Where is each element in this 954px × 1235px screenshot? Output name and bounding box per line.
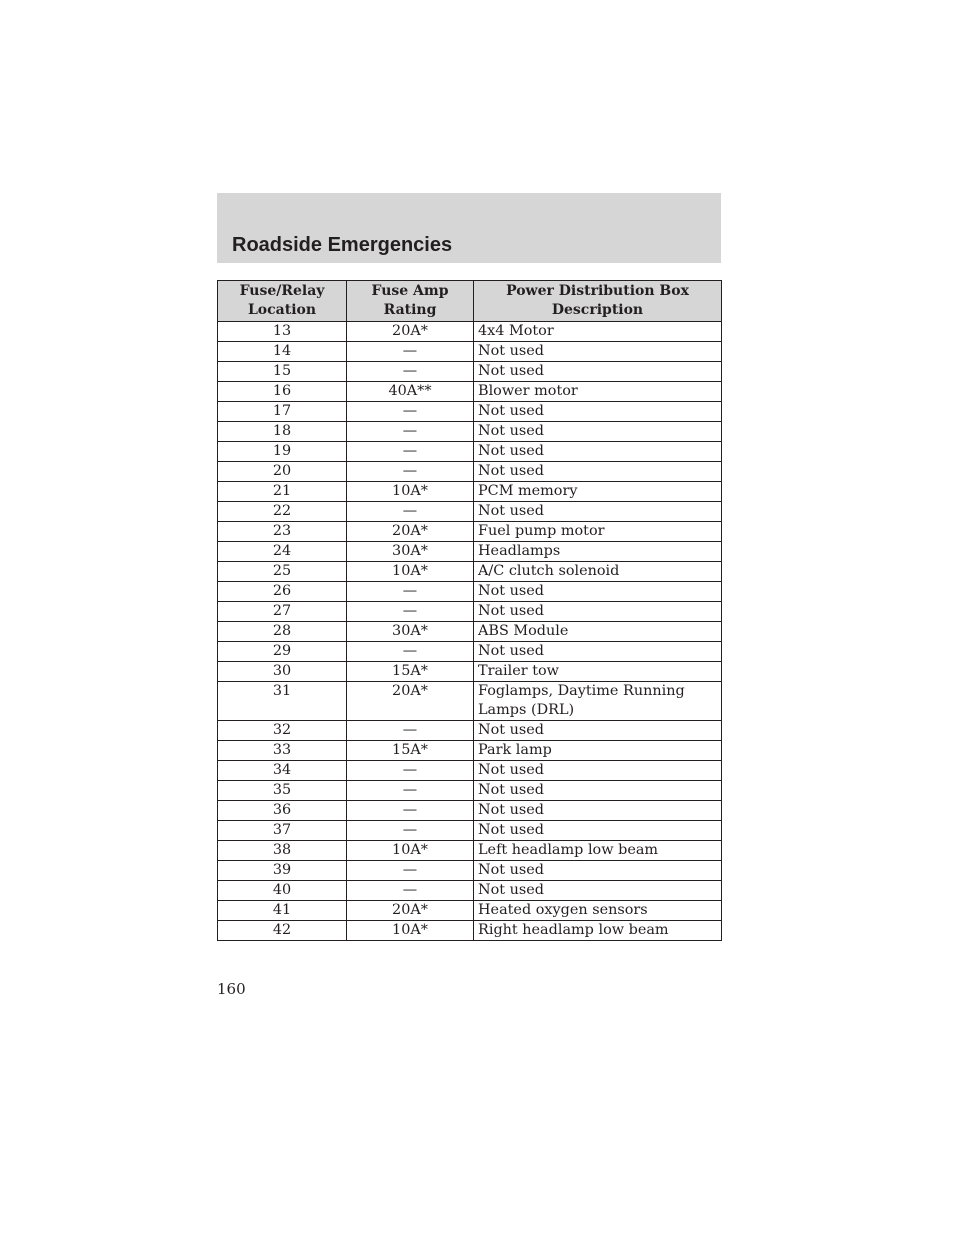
fuse-rating-cell: — [347,462,474,482]
fuse-description-cell: Blower motor [474,382,722,402]
fuse-rating-cell: 30A* [347,622,474,642]
table-row [218,761,722,781]
fuse-rating-cell: — [347,642,474,662]
fuse-description-cell: Not used [474,761,722,781]
fuse-description-cell: Left headlamp low beam [474,841,722,861]
section-header [217,193,721,263]
table-header-row [218,281,722,322]
fuse-description-cell: 4x4 Motor [474,322,722,342]
fuse-location-cell: 21 [218,482,347,502]
header-rating [347,281,474,322]
fuse-rating-cell: — [347,342,474,362]
fuse-location-cell: 16 [218,382,347,402]
fuse-description-cell: Not used [474,801,722,821]
table-row [218,342,722,362]
fuse-rating-cell: 15A* [347,662,474,682]
table-body [218,322,722,941]
fuse-location-cell: 13 [218,322,347,342]
table-row [218,781,722,801]
fuse-description-cell: A/C clutch solenoid [474,562,722,582]
fuse-description-cell: Not used [474,861,722,881]
fuse-description-cell: Heated oxygen sensors [474,901,722,921]
header-rating-line2: Rating [383,302,437,318]
fuse-location-cell: 18 [218,422,347,442]
fuse-rating-cell: — [347,761,474,781]
table-row [218,622,722,642]
page-number: 160 [217,980,246,998]
table-row [218,402,722,422]
fuse-description-cell: Not used [474,582,722,602]
fuse-rating-cell: 20A* [347,901,474,921]
table-row [218,602,722,622]
fuse-rating-cell: — [347,502,474,522]
header-location-line1: Fuse/Relay [239,283,325,299]
fuse-location-cell: 26 [218,582,347,602]
fuse-description-cell: Not used [474,881,722,901]
fuse-rating-cell: — [347,881,474,901]
fuse-rating-cell: 20A* [347,522,474,542]
fuse-location-cell: 42 [218,921,347,941]
fuse-description-cell: Not used [474,442,722,462]
fuse-location-cell: 37 [218,821,347,841]
fuse-rating-cell: 10A* [347,562,474,582]
fuse-rating-cell: — [347,821,474,841]
fuse-description-line: Foglamps, Daytime Running [478,683,685,699]
table-row [218,362,722,382]
fuse-description-cell: PCM memory [474,482,722,502]
table-row [218,382,722,402]
fuse-rating-cell: — [347,442,474,462]
table-row [218,422,722,442]
fuse-location-cell: 29 [218,642,347,662]
header-description [474,281,722,322]
header-rating-line1: Fuse Amp [371,283,449,299]
fuse-location-cell: 24 [218,542,347,562]
fuse-description-cell: Right headlamp low beam [474,921,722,941]
fuse-location-cell: 17 [218,402,347,422]
fuse-rating-cell: — [347,582,474,602]
table-row [218,442,722,462]
table-row [218,821,722,841]
table-row [218,562,722,582]
table-row [218,662,722,682]
table-row [218,542,722,562]
header-description-line2: Description [551,302,644,318]
fuse-location-cell: 20 [218,462,347,482]
fuse-location-cell: 25 [218,562,347,582]
fuse-location-cell: 19 [218,442,347,462]
fuse-description-cell: Not used [474,502,722,522]
fuse-description-line: Lamps (DRL) [478,702,575,718]
fuse-rating-cell: 30A* [347,542,474,562]
fuse-description-cell: Not used [474,602,722,622]
header-location-line2: Location [247,302,317,318]
fuse-location-cell: 22 [218,502,347,522]
fuse-description-cell: Not used [474,781,722,801]
fuse-rating-cell: — [347,721,474,741]
fuse-description-cell: ABS Module [474,622,722,642]
fuse-table [217,280,722,941]
fuse-description-cell: Fuel pump motor [474,522,722,542]
header-location [218,281,347,322]
table-row [218,582,722,602]
fuse-location-cell: 14 [218,342,347,362]
fuse-location-cell: 38 [218,841,347,861]
fuse-location-cell: 39 [218,861,347,881]
fuse-location-cell: 34 [218,761,347,781]
section-title: Roadside Emergencies [232,234,453,256]
fuse-rating-cell: — [347,402,474,422]
fuse-rating-cell: — [347,362,474,382]
fuse-location-cell: 23 [218,522,347,542]
fuse-description-cell: Not used [474,721,722,741]
fuse-rating-cell: 10A* [347,921,474,941]
fuse-rating-cell: — [347,801,474,821]
table-row [218,642,722,662]
table-row [218,841,722,861]
fuse-rating-cell: — [347,422,474,442]
table-row [218,322,722,342]
fuse-description-cell: Not used [474,642,722,662]
table-row [218,462,722,482]
fuse-location-cell: 35 [218,781,347,801]
table-row [218,921,722,941]
fuse-description-cell: Trailer tow [474,662,722,682]
fuse-location-cell: 33 [218,741,347,761]
fuse-location-cell: 41 [218,901,347,921]
table-row [218,801,722,821]
fuse-description-cell: Not used [474,462,722,482]
fuse-description-cell: Headlamps [474,542,722,562]
table-row [218,502,722,522]
fuse-description-cell: Park lamp [474,741,722,761]
fuse-location-cell: 31 [218,682,347,721]
table-row [218,482,722,502]
fuse-rating-cell: — [347,781,474,801]
fuse-rating-cell: 20A* [347,682,474,721]
fuse-location-cell: 15 [218,362,347,382]
table-row [218,861,722,881]
table-row [218,682,722,721]
table-row [218,881,722,901]
table-row [218,901,722,921]
fuse-description-cell: Not used [474,362,722,382]
fuse-location-cell: 30 [218,662,347,682]
fuse-location-cell: 27 [218,602,347,622]
header-description-line1: Power Distribution Box [506,283,689,299]
fuse-description-cell: Not used [474,342,722,362]
fuse-rating-cell: 20A* [347,322,474,342]
fuse-description-cell: Not used [474,422,722,442]
fuse-rating-cell: 15A* [347,741,474,761]
fuse-rating-cell: 10A* [347,482,474,502]
fuse-location-cell: 28 [218,622,347,642]
table-row [218,522,722,542]
fuse-rating-cell: 40A** [347,382,474,402]
fuse-rating-cell: 10A* [347,841,474,861]
fuse-description-cell: Not used [474,402,722,422]
fuse-rating-cell: — [347,602,474,622]
fuse-description-cell [474,682,722,721]
table-row [218,741,722,761]
fuse-rating-cell: — [347,861,474,881]
fuse-location-cell: 32 [218,721,347,741]
table-row [218,721,722,741]
fuse-location-cell: 40 [218,881,347,901]
fuse-description-cell: Not used [474,821,722,841]
fuse-location-cell: 36 [218,801,347,821]
